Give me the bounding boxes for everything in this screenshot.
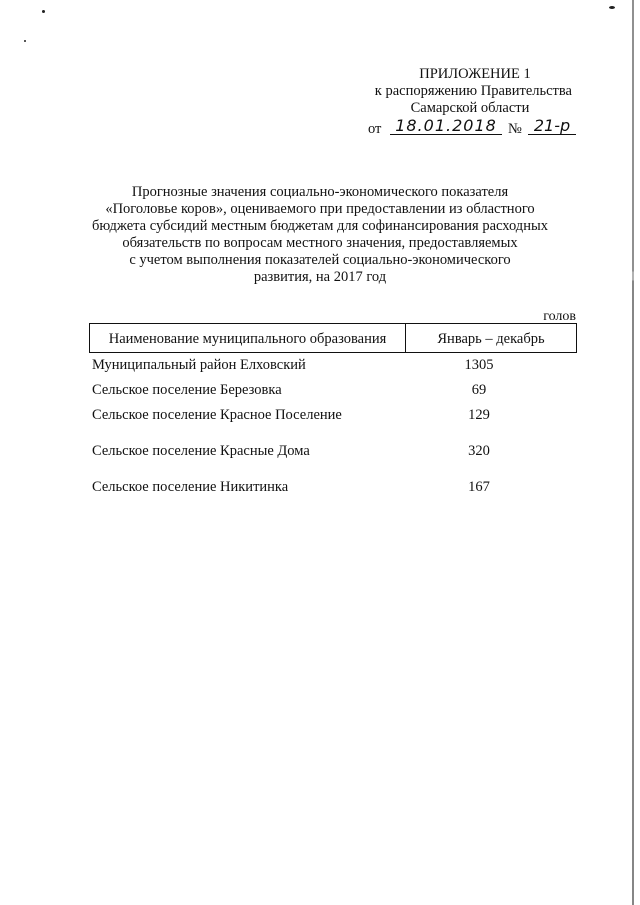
from-label: от (368, 121, 382, 137)
row-name: Муниципальный район Елховский (92, 357, 306, 373)
row-name: Сельское поселение Никитинка (92, 479, 289, 495)
table-header (89, 323, 577, 353)
row-value: 320 (468, 443, 490, 459)
unit-label: голов (543, 309, 576, 324)
handwritten-number: 21-р (528, 117, 576, 135)
table-row (92, 407, 577, 427)
scan-speck (24, 40, 26, 42)
scan-edge-line (632, 0, 634, 905)
heading-line: Прогнозные значения социально-экономического показателя (131, 184, 509, 200)
row-name: Сельское поселение Красное Поселение (92, 407, 342, 423)
heading-line: развития, на 2017 год (253, 269, 387, 285)
row-name: Сельское поселение Березовка (92, 382, 282, 398)
row-value: 69 (471, 382, 487, 398)
scan-speck (609, 6, 615, 9)
appendix-date-number-line (360, 117, 580, 139)
row-value: 1305 (464, 357, 494, 373)
heading-line: обязательств по вопросам местного значения, предоставляемых (122, 235, 518, 251)
handwritten-date: 18.01.2018 (390, 117, 502, 135)
appendix-block (360, 66, 580, 139)
appendix-title: ПРИЛОЖЕНИЕ 1 (419, 66, 531, 82)
appendix-region-line: Самарской области (410, 100, 530, 116)
heading-line: бюджета субсидий местным бюджетам для софинансирования расходных (92, 218, 548, 234)
column-header-name: Наименование муниципального образования (90, 324, 406, 352)
row-value: 167 (468, 479, 490, 495)
heading-line: с учетом выполнения показателей социально-экономического (129, 252, 511, 268)
table-row (92, 443, 577, 463)
number-label: № (508, 121, 522, 137)
document-heading (80, 184, 560, 286)
scan-speck (42, 10, 45, 13)
table-row (92, 382, 577, 402)
column-header-period: Январь – декабрь (437, 331, 545, 347)
row-name: Сельское поселение Красные Дома (92, 443, 310, 459)
heading-line: «Поголовье коров», оцениваемого при предоставлении из областного (105, 201, 535, 217)
table-row (92, 479, 577, 499)
appendix-decree-line: к распоряжению Правительства (374, 83, 572, 99)
table-row (92, 357, 577, 377)
row-value: 129 (468, 407, 490, 423)
